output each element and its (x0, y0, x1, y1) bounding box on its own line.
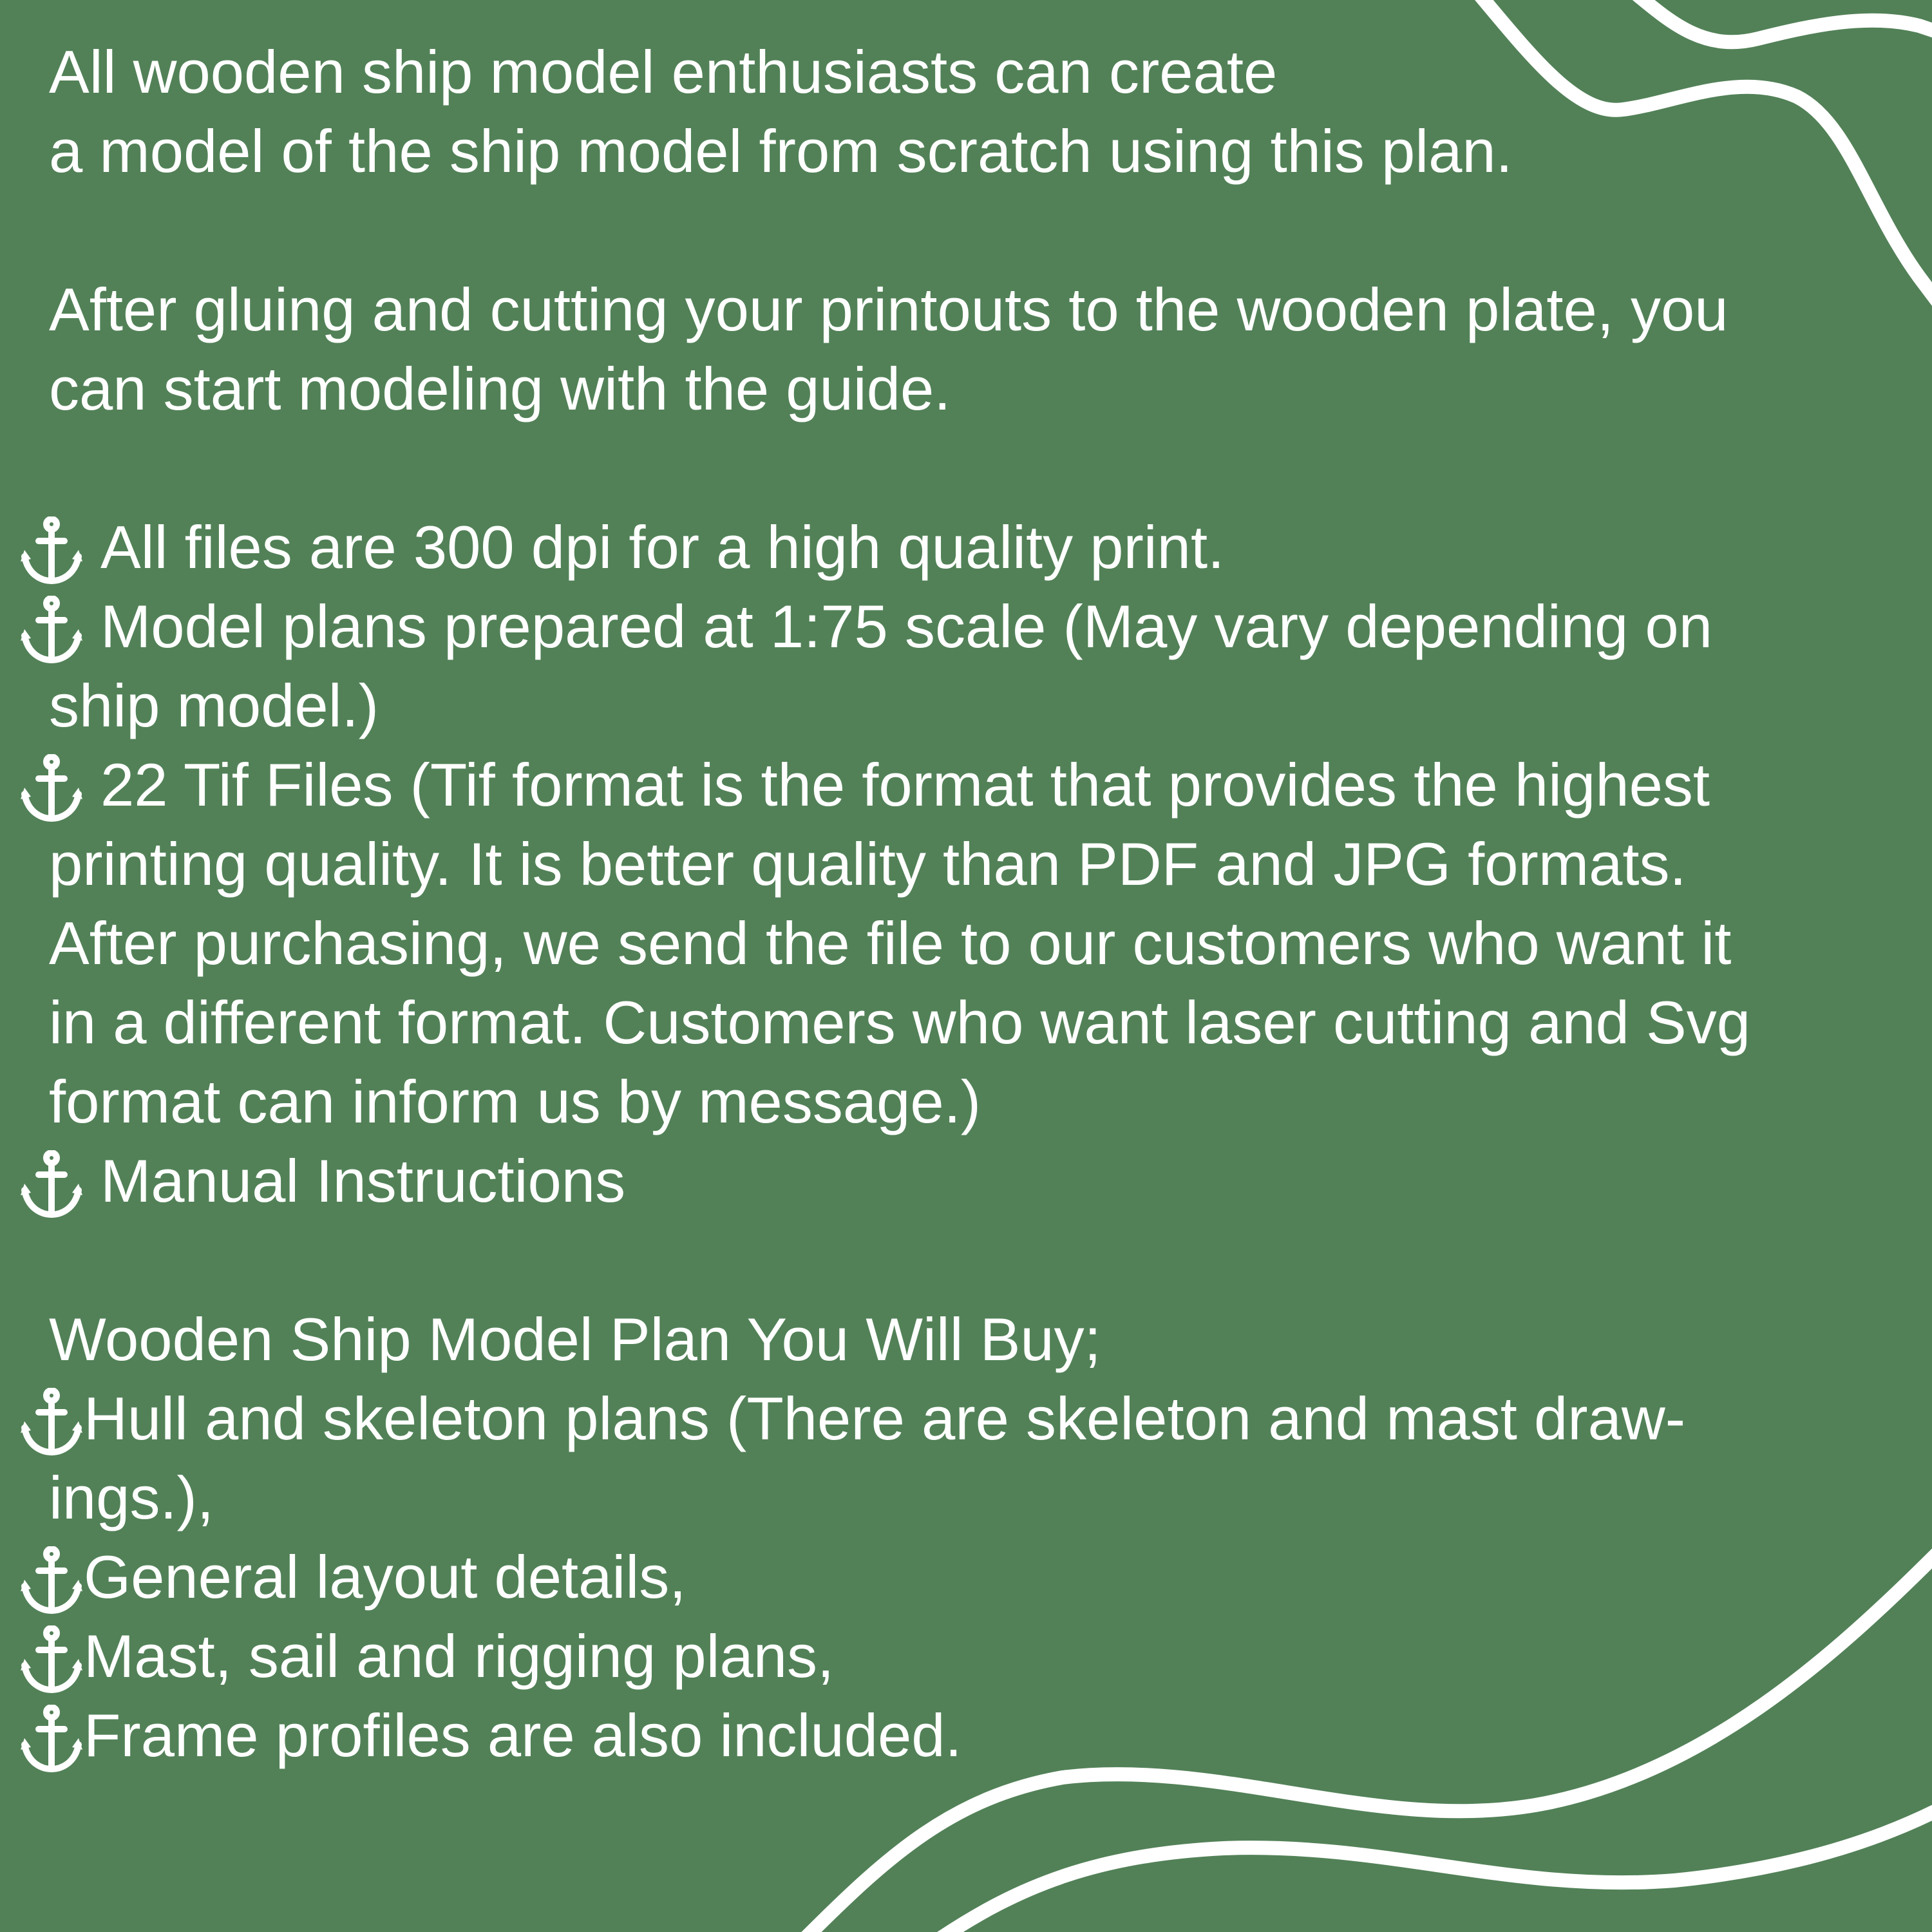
intro-line-2: a model of the ship model from scratch using this plan. (49, 117, 1513, 185)
plan-item (0, 1696, 1906, 1775)
plan-line: ings.), (49, 1464, 214, 1531)
feature-item (0, 587, 1906, 745)
plan-item (0, 1537, 1906, 1616)
plan-line: Mast, sail and rigging plans, (84, 1622, 835, 1690)
plan-item (0, 1616, 1906, 1696)
plan-item (0, 1379, 1906, 1537)
plan-line: Hull and skeleton plans (There are skeleton and mast draw- (84, 1385, 1686, 1452)
feature-item (0, 507, 1906, 587)
intro-line-1: All wooden ship model enthusiasts can create (49, 38, 1278, 106)
instructions-line-1: After gluing and cutting your printouts to the wooden plate, you (49, 276, 1728, 343)
feature-line: in a different format. Customers who want laser cutting and Svg (49, 989, 1751, 1056)
feature-line: All files are 300 dpi for a high quality print. (100, 513, 1225, 581)
description-text (0, 32, 1906, 1775)
plan-line: Frame profiles are also included. (84, 1701, 962, 1769)
plan-heading: Wooden Ship Model Plan You Will Buy; (49, 1305, 1101, 1373)
feature-line: After purchasing, we send the file to our customers who want it (49, 909, 1732, 977)
feature-item (0, 1141, 1906, 1220)
feature-line: format can inform us by message.) (49, 1068, 981, 1135)
spacer (0, 191, 1906, 270)
instructions-line-2: can start modeling with the guide. (49, 355, 951, 422)
plan-line: General layout details, (84, 1543, 687, 1611)
feature-item (0, 745, 1906, 1141)
feature-line: Model plans prepared at 1:75 scale (May vary depending on (100, 592, 1712, 660)
spacer (0, 428, 1906, 507)
feature-line: Manual Instructions (100, 1147, 626, 1215)
feature-line: 22 Tif Files (Tif format is the format that provides the highest (100, 751, 1710, 819)
feature-line: printing quality. It is better quality than PDF and JPG formats. (49, 830, 1687, 898)
bottom-wave-lower (940, 1810, 1932, 1932)
feature-line: ship model.) (49, 672, 379, 739)
spacer (0, 1220, 1906, 1300)
